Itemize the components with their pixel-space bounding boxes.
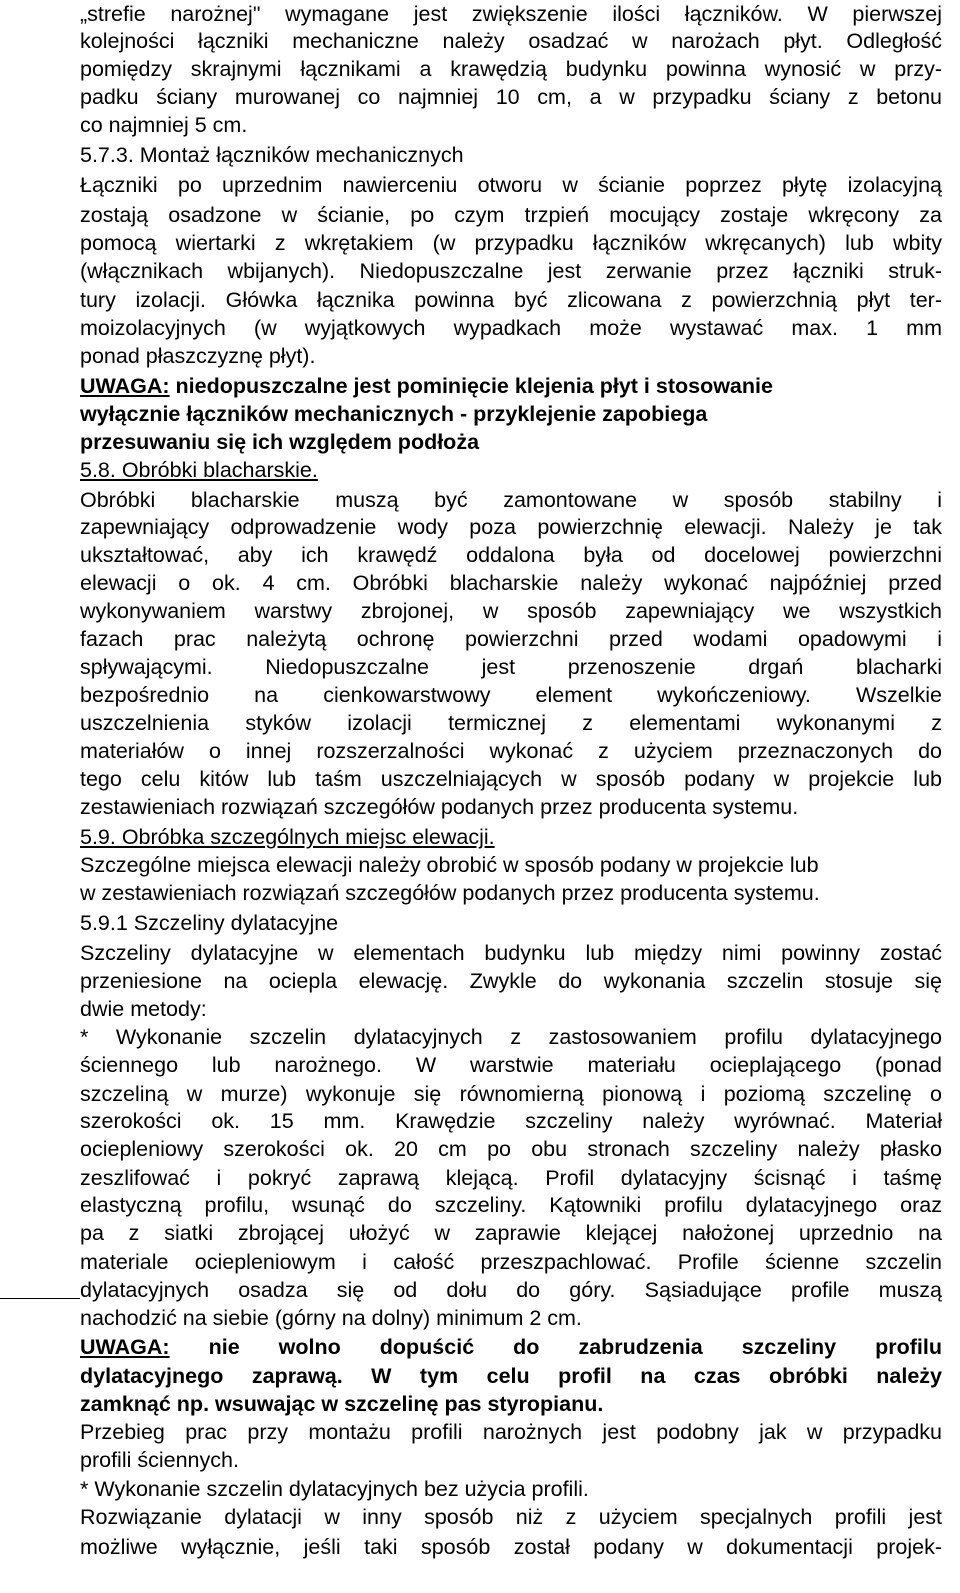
- line-text: materiale ociepleniowym i całość przeszpachlować. Profile ścienne szczelin: [80, 1250, 942, 1274]
- line-text: tego celu kitów lub taśm uszczelniających w sposób podany w projekcie lub: [80, 767, 942, 791]
- text-line: [80, 1333, 942, 1361]
- text-line: [80, 27, 942, 55]
- text-line: [80, 1418, 942, 1446]
- line-text: szczeliną w murze) wykonuje się równomierną pionową i poziomą szczelinę o: [80, 1082, 942, 1106]
- text-line: [80, 111, 247, 139]
- text-line: [80, 541, 942, 569]
- line-text: zeszlifować i pokryć zaprawą klejącą. Profil dylatacyjny ścisnąć i taśmę: [80, 1166, 942, 1190]
- line-text: możliwe wyłącznie, jeśli taki sposób został podany w dokumentacji projek-: [80, 1535, 942, 1559]
- separator-line: [0, 1298, 80, 1299]
- uwaga-label: UWAGA:: [80, 1335, 170, 1359]
- text-line: [80, 1219, 942, 1247]
- line-text: wyłącznie łączników mechanicznych - przyklejenie zapobiega: [80, 402, 708, 426]
- text-line: [80, 229, 942, 257]
- text-line: [80, 1248, 942, 1276]
- line-text: dwie metody:: [80, 997, 207, 1021]
- text-line: [80, 967, 942, 995]
- text-line: [80, 456, 318, 484]
- line-text: pomiędzy skrajnymi łącznikami a krawędzią budynku powinna wynosić w przy-: [80, 57, 942, 81]
- text-line: [80, 314, 942, 342]
- line-text: przesuwaniu się ich względem podłoża: [80, 430, 480, 454]
- line-text: 5.7.3. Montaż łączników mechanicznych: [80, 143, 464, 167]
- text-line: [80, 681, 942, 709]
- line-text: profili ściennych.: [80, 1448, 239, 1472]
- line-text: ukształtować, aby ich krawędź oddalona była od docelowej powierzchni: [80, 543, 942, 567]
- text-line: [80, 709, 942, 737]
- text-line: [80, 428, 479, 456]
- text-line: [80, 286, 942, 314]
- line-text: (włącznikach wbijanych). Niedopuszczalne jest zerwanie przez łączniki struk-: [80, 259, 942, 283]
- line-text: tury izolacji. Główka łącznika powinna być zlicowana z powierzchnią płyt ter-: [80, 288, 942, 312]
- line-text: 5.9.1 Szczeliny dylatacyjne: [80, 911, 339, 935]
- line-text: spływającymi. Niedopuszczalne jest przenoszenie drgań blacharki: [80, 655, 942, 679]
- text-line: [80, 851, 819, 879]
- line-text: Obróbki blacharskie muszą być zamontowane w sposób stabilny i: [80, 488, 942, 512]
- line-text: 5.9. Obróbka szczególnych miejsc elewacji.: [80, 825, 495, 849]
- text-line: [80, 823, 495, 851]
- text-line: [80, 793, 798, 821]
- text-line: [80, 1304, 582, 1332]
- line-text: dylatacyjnych osadza się od dołu do góry. Sąsiadujące profile muszą: [80, 1278, 942, 1302]
- line-text: wykonywaniem warstwy zbrojonej, w sposób zapewniający we wszystkich: [80, 599, 942, 623]
- text-line: [80, 1533, 942, 1561]
- text-line: [80, 1191, 942, 1219]
- text-line: [80, 1390, 603, 1418]
- line-text: w zestawieniach rozwiązań szczegółów podanych przez producenta systemu.: [80, 881, 820, 905]
- text-line: [80, 995, 207, 1023]
- text-line: [80, 1135, 942, 1163]
- line-text: uszczelnienia styków izolacji termicznej z elementami wykonanymi z: [80, 711, 942, 735]
- line-text: nachodzić na siebie (górny na dolny) minimum 2 cm.: [80, 1306, 582, 1330]
- text-line: [80, 342, 315, 370]
- line-text: materiałów o innej rozszerzalności wykonać z użyciem przeznaczonych do: [80, 739, 942, 763]
- line-text: elastyczną profilu, wsunąć do szczeliny. Kątowniki profilu dylatacyjnego oraz: [80, 1193, 942, 1217]
- line-text: * Wykonanie szczelin dylatacyjnych z zastosowaniem profilu dylatacyjnego: [80, 1025, 942, 1049]
- text-line: [80, 765, 942, 793]
- text-line: [80, 372, 773, 400]
- text-line: [80, 597, 942, 625]
- line-text: bezpośrednio na cienkowarstwowy element wykończeniowy. Wszelkie: [80, 683, 942, 707]
- text-line: [80, 55, 942, 83]
- text-line: [80, 1362, 942, 1390]
- line-text: fazach prac należytą ochronę powierzchni przed wodami opadowymi i: [80, 627, 942, 651]
- text-line: [80, 737, 942, 765]
- line-text: „strefie narożnej" wymagane jest zwiększenie ilości łączników. W pierwszej: [80, 2, 942, 26]
- line-text: Przebieg prac przy montażu profili narożnych jest podobny jak w przypadku: [80, 1420, 942, 1444]
- text-line: [80, 513, 942, 541]
- line-text: ociepleniowy szerokości ok. 20 cm po obu stronach szczeliny należy płasko: [80, 1137, 942, 1161]
- line-text: moizolacyjnych (w wyjątkowych wypadkach może wystawać max. 1 mm: [80, 316, 942, 340]
- text-line: [80, 1080, 942, 1108]
- text-line: [80, 83, 942, 111]
- text-line: [80, 486, 942, 514]
- text-line: [80, 171, 942, 199]
- line-text: Szczeliny dylatacyjne w elementach budynku lub między nimi powinny zostać: [80, 941, 942, 965]
- text-line: [80, 939, 942, 967]
- text-line: [80, 1503, 942, 1531]
- text-line: [80, 1023, 942, 1051]
- line-text: elewacji o ok. 4 cm. Obróbki blacharskie należy wykonać najpóźniej przed: [80, 571, 942, 595]
- text-line: [80, 400, 707, 428]
- line-text: ponad płaszczyznę płyt).: [80, 344, 316, 368]
- text-line: [80, 1164, 942, 1192]
- text-line: [80, 1107, 942, 1135]
- text-line: [80, 909, 338, 937]
- line-text: kolejności łączniki mechaniczne należy osadzać w narożach płyt. Odległość: [80, 29, 942, 53]
- line-text: zapewniający odprowadzenie wody poza powierzchnię elewacji. Należy je tak: [80, 515, 942, 539]
- line-text: nie wolno dopuścić do zabrudzenia szczeliny profilu: [169, 1335, 942, 1359]
- text-line: [80, 0, 942, 28]
- line-text: przeniesione na ocieplа elewację. Zwykle do wykonania szczelin stosuje się: [80, 969, 942, 993]
- text-line: [80, 201, 942, 229]
- text-line: [80, 141, 464, 169]
- text-line: [80, 569, 942, 597]
- line-text: Łączniki po uprzednim nawierceniu otworu w ścianie poprzez płytę izolacyjną: [80, 173, 942, 197]
- line-text: co najmniej 5 cm.: [80, 113, 248, 137]
- line-text: niedopuszczalne jest pominięcie klejenia płyt i stosowanie: [169, 374, 773, 398]
- line-text: ściennego lub narożnego. W warstwie materiału ocieplającego (ponad: [80, 1053, 942, 1077]
- uwaga-label: UWAGA:: [80, 374, 170, 398]
- text-line: [80, 257, 942, 285]
- text-line: [80, 625, 942, 653]
- text-line: [80, 1276, 942, 1304]
- line-text: 5.8. Obróbki blacharskie.: [80, 458, 318, 482]
- line-text: pomocą wiertarki z wkrętakiem (w przypadku łączników wkręcanych) lub wbity: [80, 231, 942, 255]
- text-line: [80, 879, 820, 907]
- line-text: Szczególne miejsca elewacji należy obrobić w sposób podany w projekcie lub: [80, 853, 819, 877]
- line-text: * Wykonanie szczelin dylatacyjnych bez użycia profili.: [80, 1477, 589, 1501]
- line-text: zestawieniach rozwiązań szczegółów podanych przez producenta systemu.: [80, 795, 799, 819]
- text-line: [80, 1475, 589, 1503]
- line-text: zamknąć np. wsuwając w szczelinę pas styropianu.: [80, 1392, 604, 1416]
- line-text: zostają osadzone w ścianie, po czym trzpień mocujący zostaje wkręcony za: [80, 203, 942, 227]
- text-line: [80, 1051, 942, 1079]
- line-text: pa z siatki zbrojącej ułożyć w zaprawie klejącej nałożonej uprzednio na: [80, 1221, 942, 1245]
- line-text: Rozwiązanie dylatacji w inny sposób niż z użyciem specjalnych profili jest: [80, 1505, 942, 1529]
- line-text: dylatacyjnego zaprawą. W tym celu profil na czas obróbki należy: [80, 1364, 942, 1388]
- line-text: szerokości ok. 15 mm. Krawędzie szczeliny należy wyrównać. Materiał: [80, 1109, 942, 1133]
- text-line: [80, 1446, 239, 1474]
- line-text: padku ściany murowanej co najmniej 10 cm, a w przypadku ściany z betonu: [80, 85, 942, 109]
- text-line: [80, 653, 942, 681]
